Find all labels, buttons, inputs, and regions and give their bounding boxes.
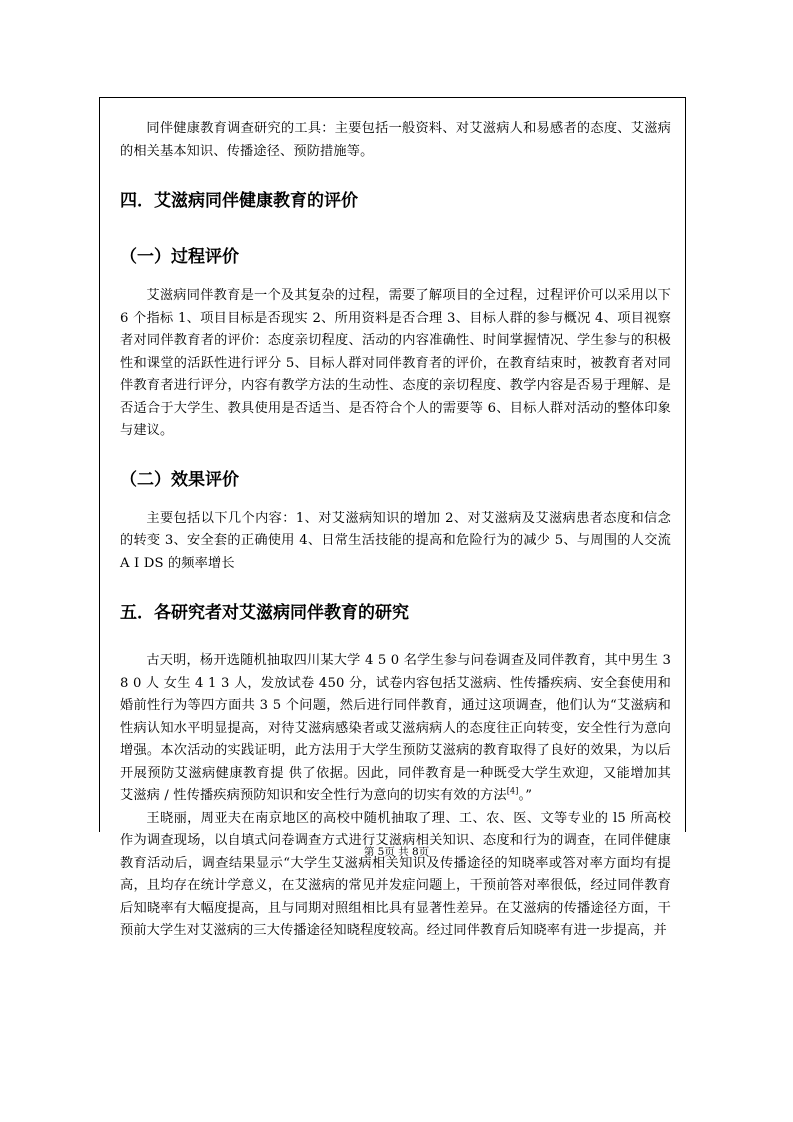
document-body <box>120 118 671 943</box>
gu-study-text: 古天明，杨开选随机抽取四川某大学 4 5 0 名学生参与问卷调查及同伴教育，其中男生 3 8 0 人 女生 4 1 3 人，发放试卷 450 分，试卷内容包括艾滋病、性传播疾病、安全套使用和婚前性行为等四方面共 3 5 个问题，然后进行同伴教育，通过这项调查，他们认为“艾滋病和性病认知水平明显提高，对待艾滋病感染者或艾滋病病人的态度往正向转变，安全性行为意向增强。本次活动的实践证明，此方法用于大学生预防艾滋病的教育取得了良好的效果，为以后开展预防艾滋病健康教育提 供了依据。因此，同伴教育是一种既受大学生欢迎，又能增加其艾滋病 / 性传播疾病预防知识和安全性行为意向的切实有效的方法 <box>120 653 671 803</box>
paragraph-gu-study <box>120 650 671 808</box>
section-title-research: 五．各研究者对艾滋病同伴教育的研究 <box>120 603 409 623</box>
subsection-title-effect: （二）效果评价 <box>120 469 239 490</box>
citation-ref: [4] <box>506 786 519 796</box>
page-number-footer: 第 5页 共 8页 <box>363 846 430 858</box>
section-title-evaluation: 四．艾滋病同伴健康教育的评价 <box>120 191 358 211</box>
subsection-title-process: （一）过程评价 <box>120 247 239 267</box>
paragraph-wang-study: 王晓丽，周亚夫在南京地区的高校中随机抽取了理、工、农、医、文等专业的 l5 所高校作为调查现场，以自填式问卷调查方式进行艾滋病相关知识、态度和行为的调查，在同伴健康教育活动后，调查结果显示“大学生艾滋病相关知识及传播途径的知晓率或答对率方面均有提高，且均存在统计学意义，在艾滋病的常见并发症问题上，干预前答对率很低，经过同伴教育后知晓率有大幅度提高，且与同期对照组相比具有显著性差异。在艾滋病的传播途径方面，干预前大学生对艾滋病的三大传播途径知晓程度较高。经过同伴教育后知晓率有进一步提高，并 <box>120 810 671 938</box>
paragraph-tools: 同伴健康教育调查研究的工具：主要包括一般资料、对艾滋病人和易感者的态度、艾滋病的相关基本知识、传播途径、预防措施等。 <box>120 121 671 159</box>
paragraph-effect-evaluation: 主要包括以下几个内容：1、对艾滋病知识的增加 2、对艾滋病及艾滋病患者态度和信念的转变 3、安全套的正确使用 4、日常生活技能的提高和危险行为的减少 5、与周围的人交流 A I DS 的频率增长 <box>120 510 671 571</box>
gu-study-end: 。” <box>518 788 533 803</box>
paragraph-process-evaluation: 艾滋病同伴教育是一个及其复杂的过程，需要了解项目的全过程，过程评价可以采用以下 6 个指标 1、项目目标是否现实 2、所用资料是否合理 3、目标人群的参与概况 4、项目视察者对同伴教育者的评价：态度亲切程度、活动的内容准确性、时间掌握情况、学生参与的积极性和课堂的活跃性进行评分 5、目标人群对同伴教育者的评价，在教育结束时，被教育者对同伴教育者进行评分，内容有教学方法的生动性、态度的亲切程度、教学内容是否易于理解、是否适合于大学生、教具使用是否适当、是否符合个人的需要等 6、目标人群对活动的整体印象与建议。 <box>120 288 671 438</box>
